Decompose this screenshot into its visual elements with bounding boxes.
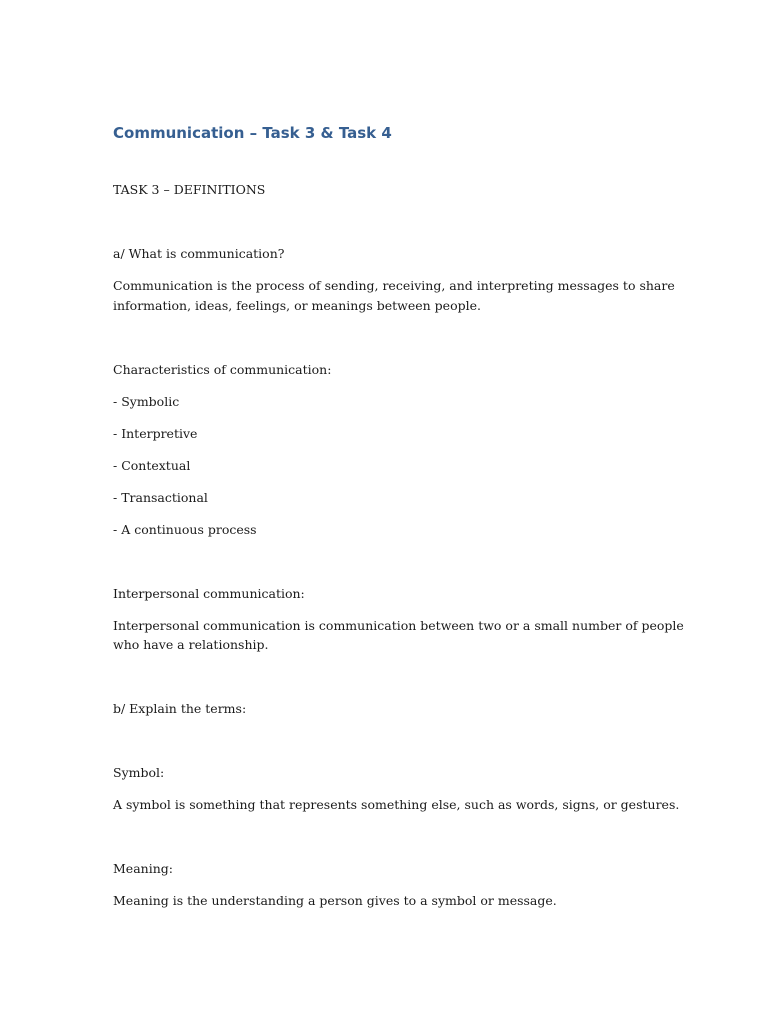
- characteristic-item: - Symbolic: [113, 394, 180, 409]
- communication-definition-line-1: Communication is the process of sending, receiving, and interpreting messages to share: [113, 278, 675, 293]
- section-heading: TASK 3 – DEFINITIONS: [113, 182, 266, 197]
- communication-definition-line-2: information, ideas, feelings, or meanings between people.: [113, 298, 481, 313]
- characteristic-item: - Transactional: [113, 490, 208, 505]
- symbol-definition: A symbol is something that represents something else, such as words, signs, or gestures.: [113, 797, 680, 812]
- question-a: a/ What is communication?: [113, 246, 285, 261]
- characteristic-item: - Interpretive: [113, 426, 198, 441]
- question-b: b/ Explain the terms:: [113, 701, 247, 716]
- meaning-definition: Meaning is the understanding a person gives to a symbol or message.: [113, 893, 557, 908]
- interpersonal-definition-line-2: who have a relationship.: [113, 637, 269, 652]
- interpersonal-heading: Interpersonal communication:: [113, 586, 305, 601]
- characteristics-heading: Characteristics of communication:: [113, 362, 332, 377]
- characteristic-item: - A continuous process: [113, 522, 257, 537]
- meaning-heading: Meaning:: [113, 861, 173, 876]
- document-title: Communication – Task 3 & Task 4: [113, 124, 392, 142]
- characteristic-item: - Contextual: [113, 458, 191, 473]
- symbol-heading: Symbol:: [113, 765, 165, 780]
- interpersonal-definition-line-1: Interpersonal communication is communication between two or a small number of people: [113, 618, 684, 633]
